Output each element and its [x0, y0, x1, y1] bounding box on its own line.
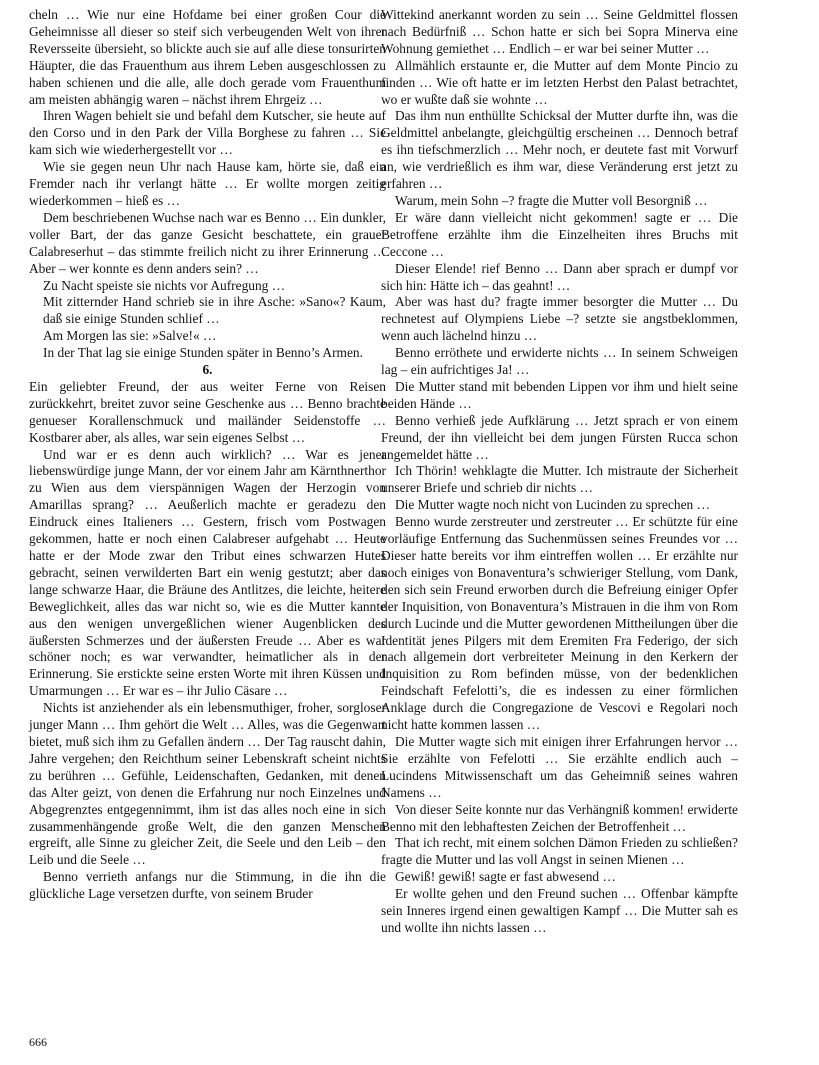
paragraph: Dieser Elende! rief Benno … Dann aber sprach er dumpf vor sich hin: Hätte ich – das geahnt! …	[381, 260, 738, 293]
paragraph: Wittekind anerkannt worden zu sein … Seine Geldmittel flossen nach Bedürfniß … Schon hatte er sich bei Sopra Minerva eine Wohnung gemiethet … Endlich – er war bei seiner Mutter …	[381, 7, 738, 56]
paragraph: Aber was hast du? fragte immer besorgter die Mutter … Du rechnetest auf Olympiens Liebe –? setzte sie angstbeklommen, wenn auch lächelnd hinzu …	[381, 294, 738, 344]
left-column-text-before-heading	[29, 7, 386, 362]
paragraph: Die Mutter wagte noch nicht von Lucinden zu sprechen …	[395, 497, 710, 513]
paragraph: Mit zitternder Hand schrieb sie in ihre Asche: »Sano«? Kaum, daß sie einige Stunden schlief …	[43, 294, 386, 327]
paragraph: Er wollte gehen und den Freund suchen … Offenbar kämpfte sein Inneres irgend einen gewaltigen Kampf … Die Mutter sah es und wollte ihn nichts lassen …	[381, 886, 738, 935]
right-column-text	[381, 7, 738, 937]
paragraph: Benno verrieth anfangs nur die Stimmung, in die ihn die glückliche Lage versetzen durfte, von seinem Bruder	[29, 869, 386, 902]
paragraph: Wie sie gegen neun Uhr nach Hause kam, hörte sie, daß ein Fremder nach ihr verlangt hätte … Er wollte morgen zeitig wiederkommen – hieß es …	[29, 159, 386, 208]
paragraph: Die Mutter wagte sich mit einigen ihrer Erfahrungen hervor … Sie erzählte von Fefelotti … Sie erzählte endlich auch – Lucindens Mitwissenschaft um das Geheimniß seines wahren Namens …	[381, 733, 738, 800]
paragraph: Gewiß! gewiß! sagte er fast abwesend …	[395, 869, 616, 885]
paragraph: Und war er es denn auch wirklich? … War es jener liebenswürdige junge Mann, der vor einem Jahr am Kärnthnerthor zu Wien aus dem vierspännigen Wagen der Herzogin von Amarillas sprang? … Aeußerlich machte er geradezu den Eindruck eines Italieners … Gestern, frisch vom Postwagen gekommen, hatte er noch einen Calabreser aufgehabt … Heute hatte er der Mode zwar den Tribut eines schwarzen Hutes gebracht, seinen verwilderten Bart ein wenig gestutzt; aber das lange schwarze Haar, die Bräune des Antlitzes, die leichte, heitere Beweglichkeit, alles das war nicht so, wie es die Mutter kannte aus den wenigen unvergeßlichen wiener Augenblicken des äußersten Schmerzes und der äußersten Freude … Aber es war schöner noch; es war verwandter, heimatlicher als in der Erinnerung. Sie erstickte seine ersten Worte mit ihren Küssen und Umarmungen … Er war es – ihr Julio Cäsare …	[29, 446, 386, 699]
paragraph: cheln … Wie nur eine Hofdame bei einer großen Cour die Geheimnisse all dieser so steif sich verbeugenden Welt von ihrer Reversseite übersieht, so blickte auch sie auf alle diese tonsurirten Häupter, die das Frauenthum aus ihrem Leben ausgeschlossen zu haben schienen und die alle, alle doch gerade vom Frauenthum am meisten abhängig waren – nächst ihrem Ehrgeiz …	[29, 7, 386, 107]
paragraph: Benno erröthete und erwiderte nichts … In seinem Schweigen lag – ein aufrichtiges Ja! …	[381, 345, 738, 378]
left-column	[29, 7, 386, 903]
paragraph: Benno verhieß jede Aufklärung … Jetzt sprach er von einem Freund, der ihn vielleicht bei dem jungen Fürsten Rucca schon angemeldet hätte …	[381, 412, 738, 462]
paragraph: Am Morgen las sie: »Salve!« …	[43, 328, 217, 344]
paragraph: That ich recht, mit einem solchen Dämon Frieden zu schließen? fragte die Mutter und las voll Angst in seinen Mienen …	[381, 835, 738, 868]
paragraph: Die Mutter stand mit bebenden Lippen vor ihm und hielt seine beiden Hände …	[381, 378, 738, 411]
page-number: 666	[29, 1035, 47, 1049]
paragraph: Zu Nacht speiste sie nichts vor Aufregung …	[43, 277, 286, 293]
paragraph: Das ihm nun enthüllte Schicksal der Mutter durfte ihn, was die Geldmittel anbelangte, gleichgültig erscheinen … Dennoch betraf es ihn tiefschmerzlich … Mehr noch, er deutete fast mit Vorwurf an, wie verdrießlich es ihm war, diese Veränderung erst jetzt zu erfahren …	[381, 108, 738, 192]
paragraph: In der That lag sie einige Stunden später in Benno’s Armen.	[43, 345, 363, 361]
left-column-text-after-heading	[29, 379, 386, 903]
paragraph: Ihren Wagen behielt sie und befahl dem Kutscher, sie heute auf den Corso und in den Park der Villa Borghese zu fahren … Sie kam sich wie wiederhergestellt vor …	[29, 108, 386, 158]
paragraph: Er wäre dann vielleicht nicht gekommen! sagte er … Die Betroffene erzählte ihm die Einzelheiten ihres Bruchs mit Ceccone …	[381, 209, 738, 259]
paragraph: Allmählich erstaunte er, die Mutter auf dem Monte Pincio zu finden … Wie oft hatte er im letzten Herbst den Palast betrachtet, wo er wußte daß sie wohnte …	[381, 57, 738, 107]
paragraph: Ich Thörin! wehklagte die Mutter. Ich mistraute der Sicherheit unserer Briefe und schrieb dir nichts …	[381, 463, 738, 496]
paragraph: Ein geliebter Freund, der aus weiter Ferne von Reisen zurückkehrt, breitet zuvor seine Geschenke aus … Benno brachte genueser Korallenschmuck und mailänder Seidenstoffe … Kostbarer aber, als alles, war sein eigenes Selbst …	[29, 378, 386, 445]
paragraph: Warum, mein Sohn –? fragte die Mutter voll Besorgniß …	[395, 192, 708, 208]
right-column	[381, 7, 738, 937]
paragraph: Nichts ist anziehender als ein lebensmuthiger, froher, sorgloser junger Mann … Ihm gehört die Welt … Alles, was die Gegenwart bietet, muß sich ihm zu Gefallen ändern … Der Tag rauscht dahin, Jahre vergehen; den Reichthum seiner Lebenskraft scheint nichts zu berühren … Gefühle, Leidenschaften, Gedanken, mit denen das Alter geizt, von denen die Erfahrung nur noch Einzelnes und Abgegrenztes entgegennimmt, ihm ist das alles noch eine in sich zusammenhängende große Welt, die den ganzen Menschen ergreift, alle Sinne zu gleicher Zeit, die Seele und den Leib – den Leib und die Seele …	[29, 700, 386, 868]
paragraph: Von dieser Seite konnte nur das Verhängniß kommen! erwiderte Benno mit den lebhaftesten Zeichen der Betroffenheit …	[381, 801, 738, 834]
chapter-heading: 6.	[202, 362, 213, 378]
paragraph: Dem beschriebenen Wuchse nach war es Benno … Ein dunkler, voller Bart, der das ganze Gesicht beschattete, ein grauer Calabreserhut – das stimmte freilich nicht zu ihrer Erinnerung … Aber – wer konnte es denn anders sein? …	[29, 209, 386, 276]
paragraph: Benno wurde zerstreuter und zerstreuter … Er schützte für eine vorläufige Entfernung das Suchenmüssen seines Freundes vor … Dieser hatte bereits vor ihm eintreffen wollen … Er erzählte nur noch einiges von Bonaventura’s schwieriger Stellung, vom Dank, den sich sein Freund erworben durch die Befreiung einiger Opfer der Inquisition, von Bonaventura’s Mistrauen in die ihm von Rom durch Lucinde und die Mutter gewordenen Mittheilungen über die Identität jenes Pilgers mit dem Eremiten Fra Federigo, der sich nach allgemein dort verbreiteter Meinung in den Kerkern der Inquisition zu Rom befinden müsse, von der bedenklichen Feindschaft Fefelotti’s, die es indessen zu einer förmlichen Anklage durch die Congregazione de Vescovi e Regolari noch nicht hatte kommen lassen …	[381, 514, 738, 733]
